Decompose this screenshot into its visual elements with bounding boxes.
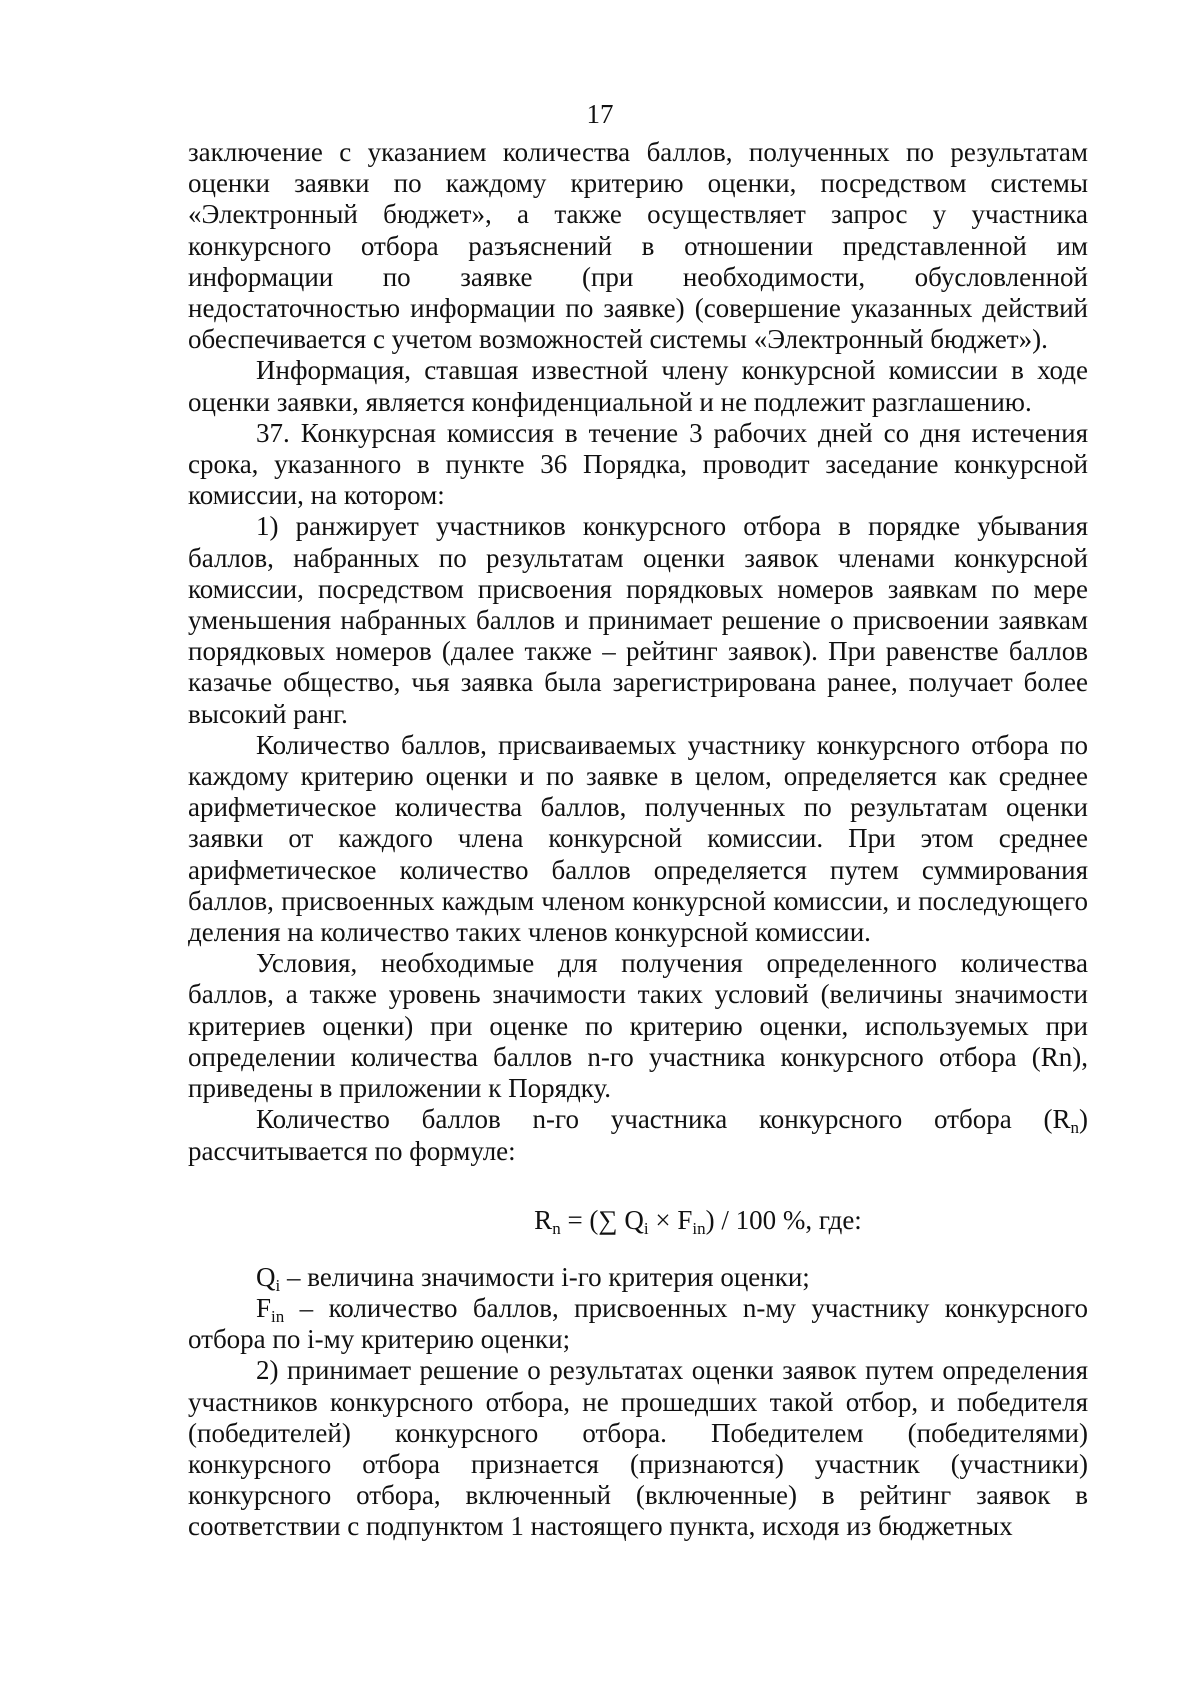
paragraph-continuation: заключение с указанием количества баллов, полученных по результатам оценки заявки по каждому критерию оценки, посредством системы «Электронный бюджет», а также осуществляет запрос у участника конкурсного отбора разъяснений в отношении представленной им информации по заявке (при необходимости, обусловленной недостаточностью информации по заявке) (совершение указанных действий обеспечивается с учетом возможностей системы «Электронный бюджет»).: [188, 137, 1088, 355]
paragraph-clause-37: 37. Конкурсная комиссия в течение 3 рабочих дней со дня истечения срока, указанного в пункте 36 Порядка, проводит заседание конкурсной комиссии, на котором:: [188, 417, 1088, 511]
paragraph-average-score: Количество баллов, присваиваемых участнику конкурсного отбора по каждому критерию оценки и по заявке в целом, определяется как среднее арифметическое количества баллов, полученных по результатам оценки заявки от каждого члена конкурсной комиссии. При этом среднее арифметическое количество баллов определяется путем суммирования баллов, присвоенных каждым членом конкурсной комиссии, и последующего деления на количество таких членов конкурсной комиссии.: [188, 729, 1088, 948]
formula-q-subscript: i: [643, 1218, 649, 1238]
formula-end: ) / 100 %, где:: [705, 1204, 862, 1235]
paragraph-subclause-2: 2) принимает решение о результатах оценки заявок путем определения участников конкурсного отбора, не прошедших такой отбор, и победителя (победителей) конкурсного отбора. Победителем (победителями) конкурсного отбора признается (признаются) участник (участники) конкурсного отбора, включенный (включенные) в рейтинг заявок в соответствии с подпунктом 1 настоящего пункта, исходя из бюджетных: [188, 1355, 1088, 1542]
paragraph-rn-intro: [188, 1104, 1088, 1166]
rn-formula: [188, 1205, 1088, 1236]
rn-intro-before: Количество баллов n-го участника конкурсного отбора (R: [256, 1104, 1071, 1135]
formula-sum-q: = (∑ Q: [560, 1204, 644, 1235]
formula-f-subscript: in: [692, 1218, 706, 1238]
formula-r-subscript: n: [552, 1218, 561, 1238]
definition-fin: [188, 1293, 1088, 1355]
formula-r: R: [534, 1204, 553, 1235]
definition-q-subscript: i: [275, 1275, 281, 1295]
definition-f-symbol: F: [256, 1292, 272, 1323]
formula-times-f: × F: [648, 1204, 693, 1235]
definition-qi: [188, 1262, 1088, 1293]
paragraph-confidentiality: Информация, ставшая известной члену конкурсной комиссии в ходе оценки заявки, является конфиденциальной и не подлежит разглашению.: [188, 355, 1088, 417]
paragraph-conditions: Условия, необходимые для получения определенного количества баллов, а также уровень значимости таких условий (величины значимости критериев оценки) при оценке по критерию оценки, используемых при определении количества баллов n-го участника конкурсного отбора (Rn), приведены в приложении к Порядку.: [188, 948, 1088, 1104]
page-number: 17: [586, 99, 614, 129]
definition-f-text: – количество баллов, присвоенных n-му участнику конкурсного отбора по i-му критерию оценки;: [188, 1292, 1088, 1355]
definition-q-text: – величина значимости i-го критерия оценки;: [280, 1261, 810, 1292]
document-body: [188, 137, 1088, 1543]
definition-f-subscript: in: [271, 1306, 285, 1326]
paragraph-subclause-1: 1) ранжирует участников конкурсного отбора в порядке убывания баллов, набранных по результатам оценки заявок членами конкурсной комиссии, посредством присвоения порядковых номеров заявкам по мере уменьшения набранных баллов и принимает решение о присвоении заявкам порядковых номеров (далее также – рейтинг заявок). При равенстве баллов казачье общество, чья заявка была зарегистрирована ранее, получает более высокий ранг.: [188, 511, 1088, 729]
definition-q-symbol: Q: [256, 1261, 276, 1292]
rn-intro-subscript: n: [1070, 1118, 1079, 1138]
rn-intro-after: ) рассчитывается по формуле:: [188, 1104, 1088, 1166]
